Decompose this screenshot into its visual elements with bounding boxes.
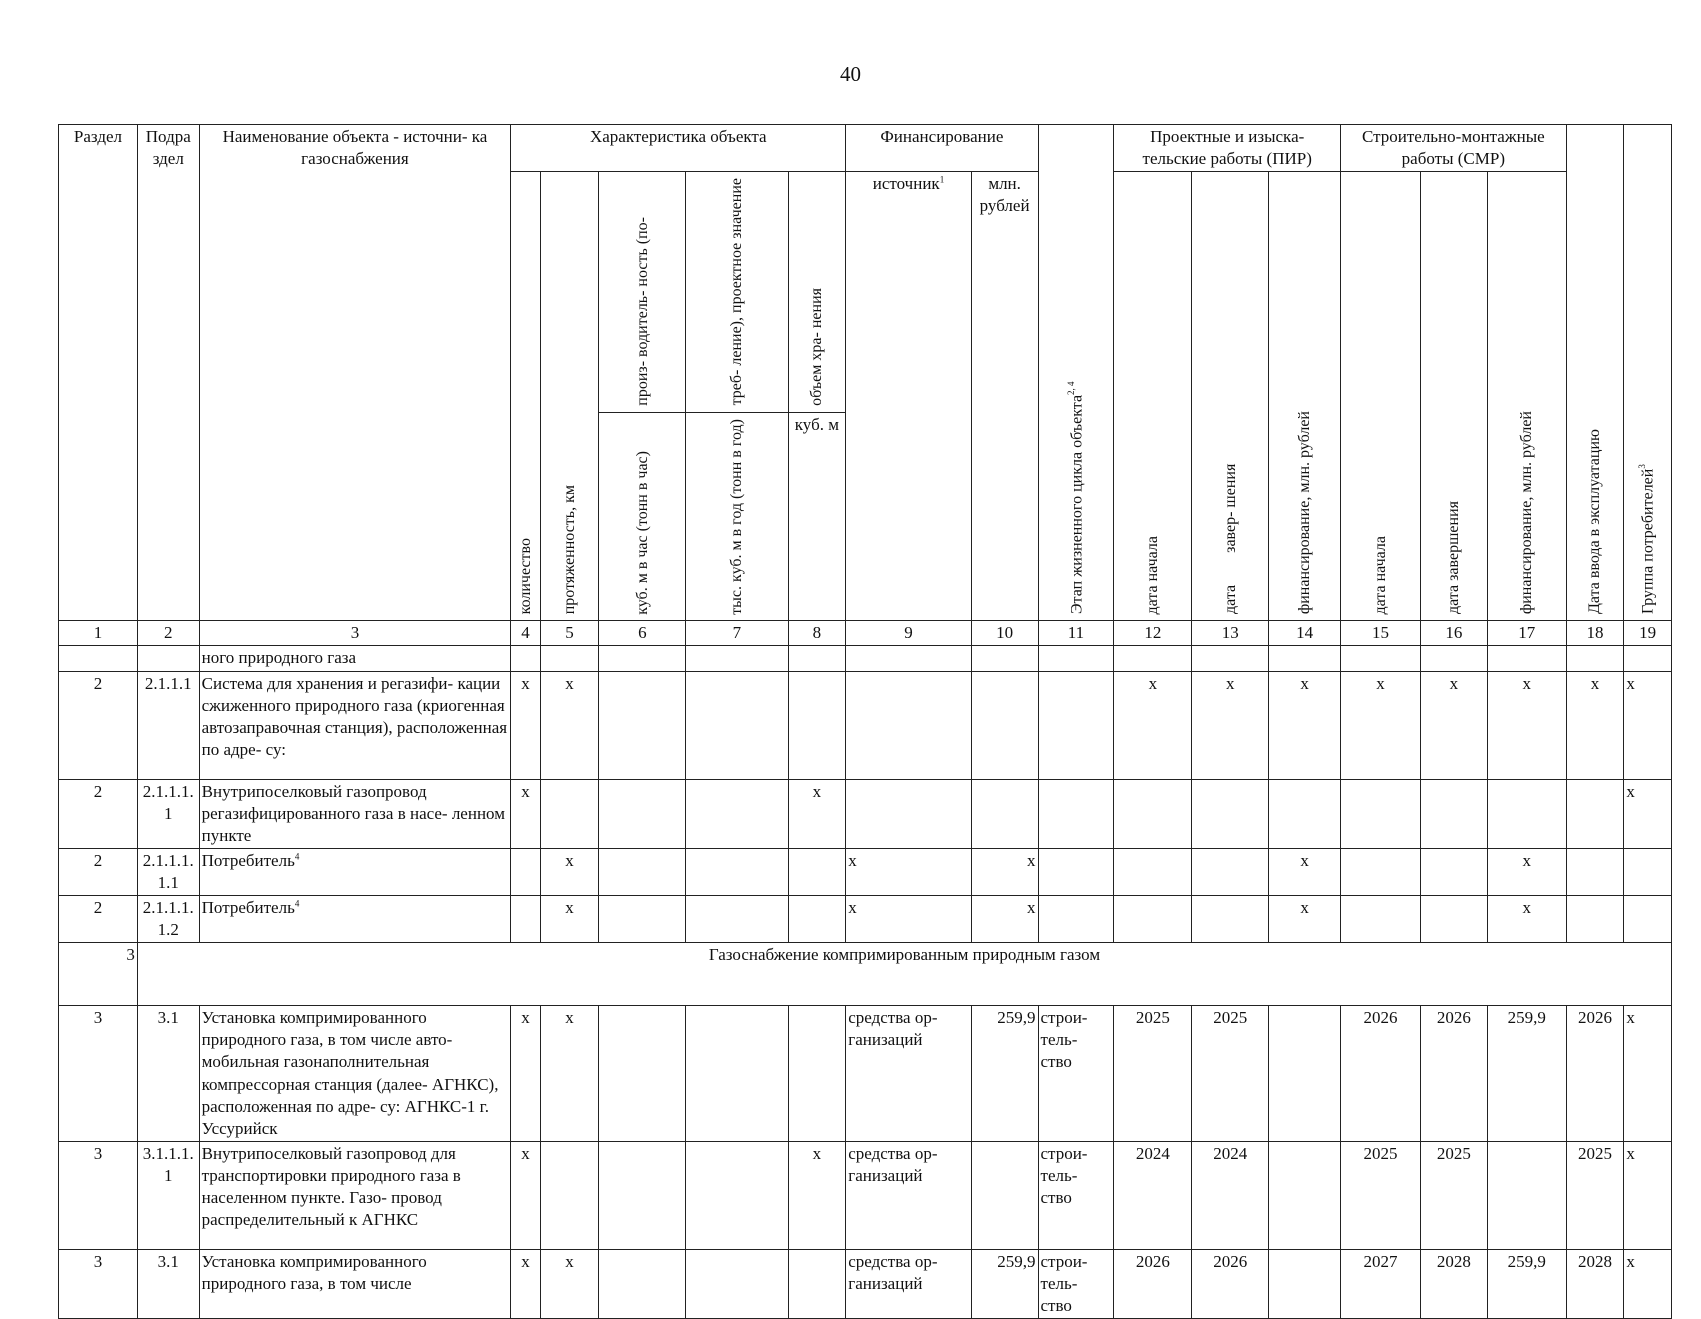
- cell-col-4: [511, 646, 540, 671]
- cell-col-14: x: [1269, 896, 1341, 943]
- cell-col-3: Внутрипоселковый газопровод регазифицированного газа в насе- ленном пункте: [199, 779, 511, 848]
- col-header-smr-financing: финансирование, млн. рублей: [1487, 172, 1566, 621]
- cell-col-13: 2026: [1192, 1249, 1269, 1318]
- cell-col-3: Установка компримированного природного газа, в том числе: [199, 1249, 511, 1318]
- cell-col-1: 3: [59, 1141, 138, 1249]
- cell-col-5: x: [540, 848, 599, 895]
- cell-col-19: [1624, 848, 1672, 895]
- cell-col-1: 2: [59, 779, 138, 848]
- cell-col-6: [599, 779, 686, 848]
- col-header-production: произ- водитель- ность (по-: [599, 172, 686, 412]
- cell-col-7: [686, 671, 788, 779]
- cell-col-18: 2026: [1566, 1006, 1624, 1142]
- cell-col-4: [511, 896, 540, 943]
- cell-col-17: [1487, 779, 1566, 848]
- column-number: 8: [788, 621, 846, 646]
- cell-col-11: [1038, 646, 1114, 671]
- cell-col-14: [1269, 779, 1341, 848]
- cell-col-13: [1192, 848, 1269, 895]
- cell-col-13: x: [1192, 671, 1269, 779]
- cell-col-17: 259,9: [1487, 1249, 1566, 1318]
- cell-col-17: x: [1487, 671, 1566, 779]
- cell-col-19: [1624, 646, 1672, 671]
- page-number: 40: [840, 62, 861, 86]
- cell-col-18: [1566, 779, 1624, 848]
- cell-col-19: [1624, 896, 1672, 943]
- cell-col-5: [540, 646, 599, 671]
- cell-col-7: [686, 646, 788, 671]
- column-number: 6: [599, 621, 686, 646]
- column-number: 18: [1566, 621, 1624, 646]
- column-number: 11: [1038, 621, 1114, 646]
- cell-col-3: Внутрипоселковый газопровод для транспортировки природного газа в населенном пункте. Газо- провод распределительный к АГНКС: [199, 1141, 511, 1249]
- cell-col-14: x: [1269, 671, 1341, 779]
- cell-col-18: [1566, 848, 1624, 895]
- col-header-unit-volume: куб. м: [788, 412, 846, 621]
- cell-col-3: Потребитель$^4$: [199, 896, 511, 943]
- cell-col-18: [1566, 896, 1624, 943]
- cell-col-13: 2024: [1192, 1141, 1269, 1249]
- cell-col-17: [1487, 646, 1566, 671]
- cell-col-10: [971, 646, 1038, 671]
- column-number: 12: [1114, 621, 1192, 646]
- cell-col-2: 2.1.1.1: [137, 671, 199, 779]
- section-header-row: [59, 943, 1672, 1006]
- column-number: 15: [1341, 621, 1421, 646]
- cell-col-18: 2025: [1566, 1141, 1624, 1249]
- col-header-length: протяженность, км: [540, 172, 599, 621]
- cell-col-4: x: [511, 1006, 540, 1142]
- col-header-unit-year: тыс. куб. м в год (тонн в год): [686, 412, 788, 621]
- cell-col-7: [686, 1249, 788, 1318]
- table-body-section-3: [59, 1006, 1672, 1319]
- col-header-pir-start: дата начала: [1114, 172, 1192, 621]
- table-row: [59, 1249, 1672, 1318]
- cell-col-1: 3: [59, 1249, 138, 1318]
- cell-col-15: 2026: [1341, 1006, 1421, 1142]
- cell-col-2: 3.1: [137, 1249, 199, 1318]
- table-row: [59, 671, 1672, 779]
- table-row: [59, 896, 1672, 943]
- table-row: [59, 646, 1672, 671]
- cell-col-17: [1487, 1141, 1566, 1249]
- cell-col-8: [788, 646, 846, 671]
- cell-col-2: 3.1.1.1. 1: [137, 1141, 199, 1249]
- cell-col-10: 259,9: [971, 1006, 1038, 1142]
- cell-col-13: 2025: [1192, 1006, 1269, 1142]
- cell-col-4: [511, 848, 540, 895]
- cell-col-9: [846, 646, 971, 671]
- col-header-source: источник$^1$: [846, 172, 971, 621]
- col-header-smr: Строительно-монтажные работы (СМР): [1341, 125, 1567, 172]
- column-number: 17: [1487, 621, 1566, 646]
- cell-col-6: [599, 896, 686, 943]
- col-header-smr-end: дата завершения: [1420, 172, 1487, 621]
- column-number-row: [59, 621, 1672, 646]
- cell-col-6: [599, 1249, 686, 1318]
- cell-col-11: строи- тель- ство: [1038, 1249, 1114, 1318]
- cell-col-5: x: [540, 671, 599, 779]
- cell-col-19: x: [1624, 671, 1672, 779]
- cell-col-10: [971, 779, 1038, 848]
- cell-col-11: строи- тель- ство: [1038, 1141, 1114, 1249]
- col-header-financing: Финансирование: [846, 125, 1038, 172]
- cell-col-19: x: [1624, 1006, 1672, 1142]
- cell-col-4: x: [511, 671, 540, 779]
- cell-col-14: [1269, 1141, 1341, 1249]
- cell-col-6: [599, 646, 686, 671]
- cell-col-6: [599, 671, 686, 779]
- column-number: 10: [971, 621, 1038, 646]
- cell-col-3: ного природного газа: [199, 646, 511, 671]
- column-number: 14: [1269, 621, 1341, 646]
- cell-col-14: [1269, 1006, 1341, 1142]
- cell-col-13: [1192, 646, 1269, 671]
- cell-col-3: Система для хранения и регазифи- кации сжиженного природного газа (криогенная автозаправочная станция), расположенная по адре- су:: [199, 671, 511, 779]
- table-row: [59, 779, 1672, 848]
- cell-col-9: x: [846, 848, 971, 895]
- cell-col-3: Потребитель$^4$: [199, 848, 511, 895]
- cell-col-16: 2026: [1420, 1006, 1487, 1142]
- cell-col-13: [1192, 896, 1269, 943]
- table-body-section-3-header: [59, 943, 1672, 1006]
- col-header-commission-date: Дата ввода в эксплуатацию: [1566, 125, 1624, 621]
- cell-col-16: x: [1420, 671, 1487, 779]
- section-number: 3: [59, 943, 138, 1006]
- cell-col-1: 2: [59, 671, 138, 779]
- cell-col-8: [788, 1249, 846, 1318]
- cell-col-12: x: [1114, 671, 1192, 779]
- col-header-volume: объем хра- нения: [788, 172, 846, 412]
- cell-col-4: x: [511, 779, 540, 848]
- cell-col-11: [1038, 779, 1114, 848]
- cell-col-7: [686, 1006, 788, 1142]
- cell-col-17: x: [1487, 896, 1566, 943]
- cell-col-9: средства ор- ганизаций: [846, 1006, 971, 1142]
- cell-col-15: x: [1341, 671, 1421, 779]
- cell-col-1: 2: [59, 848, 138, 895]
- column-number: 16: [1420, 621, 1487, 646]
- cell-col-5: x: [540, 896, 599, 943]
- column-number: 1: [59, 621, 138, 646]
- cell-col-9: [846, 779, 971, 848]
- column-number: 13: [1192, 621, 1269, 646]
- cell-col-12: [1114, 646, 1192, 671]
- col-header-quantity: количество: [511, 172, 540, 621]
- cell-col-10: [971, 671, 1038, 779]
- cell-col-18: [1566, 646, 1624, 671]
- cell-col-19: x: [1624, 779, 1672, 848]
- cell-col-5: [540, 1141, 599, 1249]
- col-header-pir-end: дата завер- шения: [1192, 172, 1269, 621]
- table-body-section-2: [59, 646, 1672, 943]
- column-number: 5: [540, 621, 599, 646]
- table-row: [59, 1006, 1672, 1142]
- cell-col-12: 2026: [1114, 1249, 1192, 1318]
- column-number: 19: [1624, 621, 1672, 646]
- cell-col-6: [599, 1141, 686, 1249]
- cell-col-16: [1420, 779, 1487, 848]
- cell-col-2: 2.1.1.1. 1.2: [137, 896, 199, 943]
- cell-col-10: 259,9: [971, 1249, 1038, 1318]
- cell-col-1: [59, 646, 138, 671]
- column-number: 4: [511, 621, 540, 646]
- cell-col-9: x: [846, 896, 971, 943]
- cell-col-17: 259,9: [1487, 1006, 1566, 1142]
- gas-supply-table: [58, 124, 1672, 1319]
- col-header-razdel: Раздел: [59, 125, 138, 621]
- cell-col-16: [1420, 896, 1487, 943]
- cell-col-5: x: [540, 1249, 599, 1318]
- cell-col-1: 3: [59, 1006, 138, 1142]
- cell-col-2: [137, 646, 199, 671]
- column-number: 3: [199, 621, 511, 646]
- cell-col-12: [1114, 779, 1192, 848]
- cell-col-11: [1038, 848, 1114, 895]
- cell-col-12: [1114, 896, 1192, 943]
- cell-col-5: [540, 779, 599, 848]
- col-header-characteristic: Характеристика объекта: [511, 125, 846, 172]
- cell-col-8: x: [788, 779, 846, 848]
- cell-col-12: 2024: [1114, 1141, 1192, 1249]
- cell-col-2: 3.1: [137, 1006, 199, 1142]
- cell-col-8: [788, 671, 846, 779]
- cell-col-8: [788, 896, 846, 943]
- cell-col-14: [1269, 646, 1341, 671]
- col-header-demand: треб- ление), проектное значение: [686, 172, 788, 412]
- cell-col-11: строи- тель- ство: [1038, 1006, 1114, 1142]
- col-header-smr-start: дата начала: [1341, 172, 1421, 621]
- col-header-stage: Этап жизненного цикла объекта$^{2, 4}$: [1038, 125, 1114, 621]
- col-header-consumer-group: Группа потребителей$^3$: [1624, 125, 1672, 621]
- cell-col-2: 2.1.1.1. 1: [137, 779, 199, 848]
- cell-col-14: [1269, 1249, 1341, 1318]
- cell-col-18: x: [1566, 671, 1624, 779]
- cell-col-8: [788, 848, 846, 895]
- column-number: 7: [686, 621, 788, 646]
- cell-col-16: [1420, 848, 1487, 895]
- cell-col-19: x: [1624, 1249, 1672, 1318]
- cell-col-16: 2025: [1420, 1141, 1487, 1249]
- cell-col-9: средства ор- ганизаций: [846, 1141, 971, 1249]
- table-row: [59, 1141, 1672, 1249]
- table-row: [59, 848, 1672, 895]
- cell-col-15: 2025: [1341, 1141, 1421, 1249]
- col-header-mln: млн. рублей: [971, 172, 1038, 621]
- column-number: 9: [846, 621, 971, 646]
- cell-col-1: 2: [59, 896, 138, 943]
- cell-col-15: [1341, 848, 1421, 895]
- col-header-name: Наименование объекта - источни- ка газоснабжения: [199, 125, 511, 621]
- cell-col-15: [1341, 779, 1421, 848]
- cell-col-14: x: [1269, 848, 1341, 895]
- cell-col-10: x: [971, 848, 1038, 895]
- cell-col-10: [971, 1141, 1038, 1249]
- cell-col-8: [788, 1006, 846, 1142]
- cell-col-15: [1341, 896, 1421, 943]
- cell-col-9: [846, 671, 971, 779]
- cell-col-11: [1038, 671, 1114, 779]
- cell-col-12: 2025: [1114, 1006, 1192, 1142]
- cell-col-4: x: [511, 1249, 540, 1318]
- section-title: Газоснабжение компримированным природным газом: [137, 943, 1671, 1006]
- cell-col-4: x: [511, 1141, 540, 1249]
- cell-col-6: [599, 848, 686, 895]
- cell-col-18: 2028: [1566, 1249, 1624, 1318]
- cell-col-19: x: [1624, 1141, 1672, 1249]
- cell-col-9: средства ор- ганизаций: [846, 1249, 971, 1318]
- col-header-pir-financing: финансирование, млн. рублей: [1269, 172, 1341, 621]
- cell-col-15: 2027: [1341, 1249, 1421, 1318]
- cell-col-2: 2.1.1.1. 1.1: [137, 848, 199, 895]
- cell-col-3: Установка компримированного природного газа, в том числе авто- мобильная газонаполнительная компрессорная станция (далее- АГНКС), расположенная по адре- су: АГНКС-1 г. Уссурийск: [199, 1006, 511, 1142]
- cell-col-7: [686, 779, 788, 848]
- cell-col-6: [599, 1006, 686, 1142]
- col-header-unit-hour: куб. м в час (тонн в час): [599, 412, 686, 621]
- cell-col-16: [1420, 646, 1487, 671]
- cell-col-8: x: [788, 1141, 846, 1249]
- cell-col-15: [1341, 646, 1421, 671]
- cell-col-7: [686, 1141, 788, 1249]
- col-header-pir: Проектные и изыска- тельские работы (ПИР): [1114, 125, 1341, 172]
- cell-col-11: [1038, 896, 1114, 943]
- cell-col-7: [686, 896, 788, 943]
- cell-col-5: x: [540, 1006, 599, 1142]
- cell-col-10: x: [971, 896, 1038, 943]
- col-header-podrazdel: Подра здел: [137, 125, 199, 621]
- cell-col-13: [1192, 779, 1269, 848]
- cell-col-16: 2028: [1420, 1249, 1487, 1318]
- cell-col-7: [686, 848, 788, 895]
- cell-col-12: [1114, 848, 1192, 895]
- column-number: 2: [137, 621, 199, 646]
- cell-col-17: x: [1487, 848, 1566, 895]
